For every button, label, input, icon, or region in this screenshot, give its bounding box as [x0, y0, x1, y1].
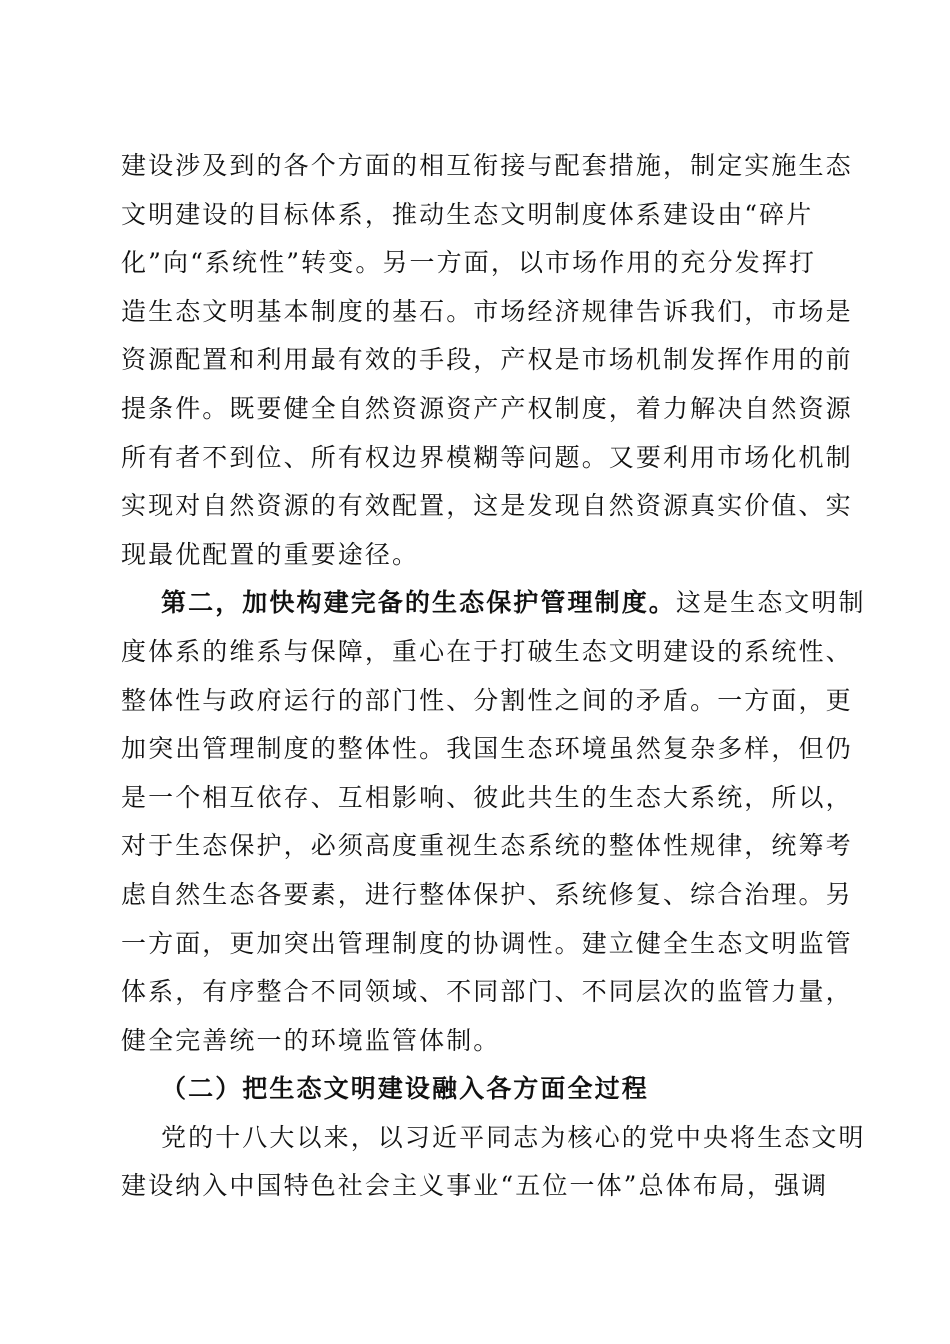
paragraph-lead-rest: 这是生态文明制 [675, 588, 866, 618]
text-line: 体系，有序整合不同领域、不同部门、不同层次的监管力量， [121, 977, 853, 1007]
text-line: 对于生态保护，必须高度重视生态系统的整体性规律，统筹考 [121, 831, 853, 861]
text-line: 健全完善统一的环境监管体制。 [121, 1025, 501, 1055]
text-line: 是一个相互依存、互相影响、彼此共生的生态大系统，所以， [121, 782, 853, 812]
text-line: 一方面，更加突出管理制度的协调性。建立健全生态文明监管 [121, 928, 853, 958]
section-heading: （二）把生态文明建设融入各方面全过程 [161, 1074, 649, 1104]
text-line: 建设涉及到的各个方面的相互衔接与配套措施，制定实施生态 [121, 151, 853, 180]
paragraph-third [121, 1114, 866, 1211]
text-line: 提条件。既要健全自然资源资产产权制度，着力解决自然资源 [121, 393, 853, 423]
text-line: 资源配置和利用最有效的手段，产权是市场机制发挥作用的前 [121, 345, 853, 375]
text-line: 现最优配置的重要途径。 [121, 539, 420, 569]
document-body [121, 142, 866, 1211]
text-line [121, 579, 866, 628]
text-line: 化”向“系统性”转变。另一方面，以市场作用的充分发挥打 [121, 248, 817, 278]
text-line: 整体性与政府运行的部门性、分割性之间的矛盾。一方面，更 [121, 685, 853, 715]
text-line: 加突出管理制度的整体性。我国生态环境虽然复杂多样，但仍 [121, 734, 853, 764]
text-line: 文明建设的目标体系，推动生态文明制度体系建设由“碎片 [121, 199, 814, 229]
text-line: 度体系的维系与保障，重心在于打破生态文明建设的系统性、 [121, 636, 853, 666]
text-line: 所有者不到位、所有权边界模糊等问题。又要利用市场化机制 [121, 442, 853, 472]
paragraph-lead: 第二，加快构建完备的生态保护管理制度。 [161, 588, 676, 618]
text-line: 造生态文明基本制度的基石。市场经济规律告诉我们，市场是 [121, 296, 853, 326]
text-line: 实现对自然资源的有效配置，这是发现自然资源真实价值、实 [121, 491, 853, 521]
text-line: 虑自然生态各要素，进行整体保护、系统修复、综合治理。另 [121, 879, 853, 909]
paragraph-continuation [121, 142, 853, 579]
paragraph-second [121, 579, 866, 1065]
text-line: 建设纳入中国特色社会主义事业“五位一体”总体布局，强调 [121, 1171, 829, 1201]
text-line: 党的十八大以来，以习近平同志为核心的党中央将生态文明 [161, 1122, 866, 1152]
